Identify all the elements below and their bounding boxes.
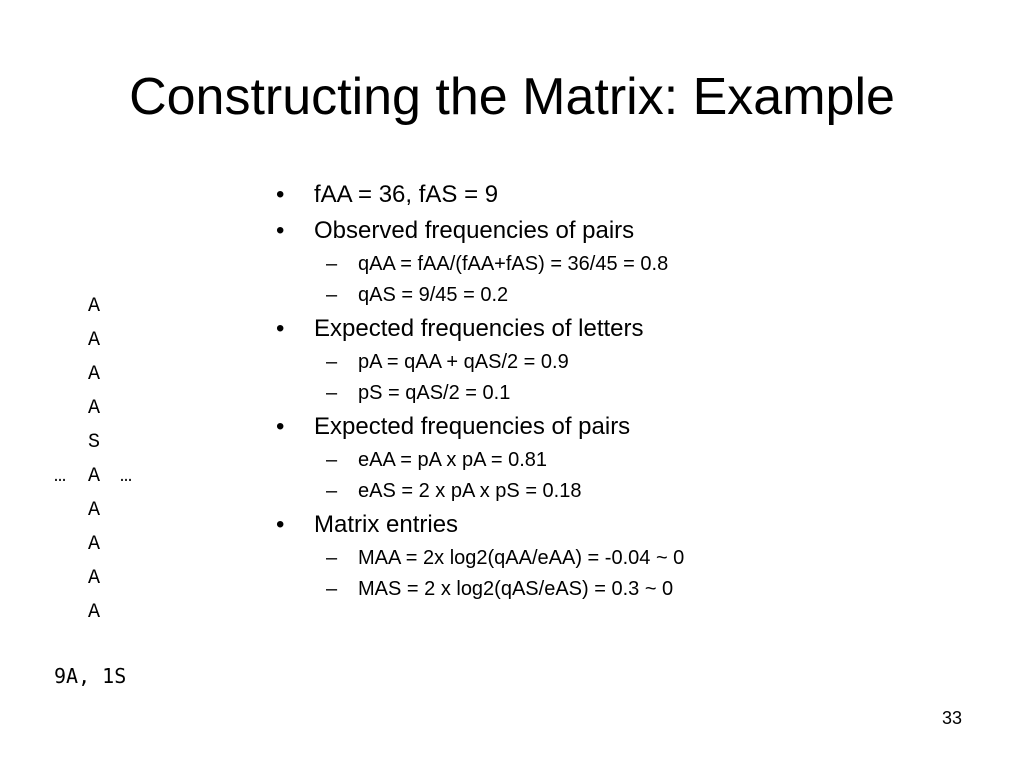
- sequence-row: [50, 494, 150, 528]
- sub-bullet-text: pA = qAA + qAS/2 = 0.9: [358, 351, 569, 373]
- bullet-item: [272, 507, 972, 605]
- sub-bullet-marker: –: [326, 547, 338, 569]
- sub-bullet-marker: –: [326, 253, 338, 275]
- sequence-letter: A: [88, 567, 101, 590]
- sequence-letter: A: [88, 295, 101, 318]
- sequence-letter: A: [88, 329, 101, 352]
- sub-bullet-text: MAA = 2x log2(qAA/eAA) = -0.04 ~ 0: [358, 547, 685, 569]
- bullet-marker: •: [276, 413, 285, 440]
- sub-bullet-item: [314, 445, 972, 476]
- sequence-letter: A: [88, 499, 101, 522]
- bullet-marker: •: [276, 511, 285, 538]
- sub-bullet-item: [314, 476, 972, 507]
- sequence-letter: S: [88, 431, 101, 454]
- bullet-text: Expected frequencies of letters: [314, 315, 644, 342]
- bullet-text: Expected frequencies of pairs: [314, 413, 631, 440]
- sequence-row: [50, 460, 150, 494]
- sequence-row: [50, 528, 150, 562]
- sequence-row: [50, 324, 150, 358]
- bullet-text: Matrix entries: [314, 511, 459, 538]
- bullet-marker: •: [276, 181, 285, 208]
- sequence-letter: A: [88, 363, 101, 386]
- sub-bullet-item: [314, 378, 972, 409]
- slide-title: Constructing the Matrix: Example: [129, 68, 895, 126]
- sequence-row: [50, 596, 150, 630]
- sub-bullet-marker: –: [326, 480, 338, 502]
- sub-bullet-item: [314, 543, 972, 574]
- sequence-row: [50, 426, 150, 460]
- sub-bullet-text: qAA = fAA/(fAA+fAS) = 36/45 = 0.8: [358, 253, 669, 275]
- sequence-row: [50, 392, 150, 426]
- bullet-item: [272, 311, 972, 409]
- sequence-row: [50, 358, 150, 392]
- bullet-text: Observed frequencies of pairs: [314, 217, 635, 244]
- sub-bullet-text: MAS = 2 x log2(qAS/eAS) = 0.3 ~ 0: [358, 578, 674, 600]
- sub-bullet-text: eAA = pA x pA = 0.81: [358, 449, 548, 471]
- bullet-item: [272, 213, 972, 311]
- sub-bullet-list: [314, 445, 972, 507]
- bullet-marker: •: [276, 315, 285, 342]
- sub-bullet-text: eAS = 2 x pA x pS = 0.18: [358, 480, 582, 502]
- sub-bullet-list: [314, 347, 972, 409]
- sub-bullet-item: [314, 249, 972, 280]
- sub-bullet-item: [314, 280, 972, 311]
- sequence-summary: 9A, 1S: [54, 664, 127, 688]
- bullet-list: [272, 177, 972, 605]
- sub-bullet-marker: –: [326, 284, 338, 306]
- sub-bullet-text: qAS = 9/45 = 0.2: [358, 284, 509, 306]
- sub-bullet-marker: –: [326, 449, 338, 471]
- bullet-text: fAA = 36, fAS = 9: [314, 181, 499, 208]
- sequence-letter: A: [88, 397, 101, 420]
- sub-bullet-marker: –: [326, 382, 338, 404]
- sub-bullet-text: pS = qAS/2 = 0.1: [358, 382, 511, 404]
- sub-bullet-list: [314, 249, 972, 311]
- sequence-letter: A: [88, 601, 101, 624]
- sub-bullet-marker: –: [326, 351, 338, 373]
- bullet-marker: •: [276, 217, 285, 244]
- bullet-item: [272, 409, 972, 507]
- sequence-row: [50, 290, 150, 324]
- sub-bullet-item: [314, 347, 972, 378]
- sub-bullet-marker: –: [326, 578, 338, 600]
- sequence-letter: A: [88, 465, 101, 488]
- sequence-letter: A: [88, 533, 101, 556]
- sequence-ellipsis-right: …: [120, 465, 133, 488]
- sequence-ellipsis-left: …: [54, 465, 67, 488]
- sequence-row: [50, 562, 150, 596]
- sub-bullet-item: [314, 574, 972, 605]
- sub-bullet-list: [314, 543, 972, 605]
- sequence-column: [50, 290, 150, 630]
- bullet-item: [272, 177, 972, 213]
- slide-number: 33: [941, 708, 962, 728]
